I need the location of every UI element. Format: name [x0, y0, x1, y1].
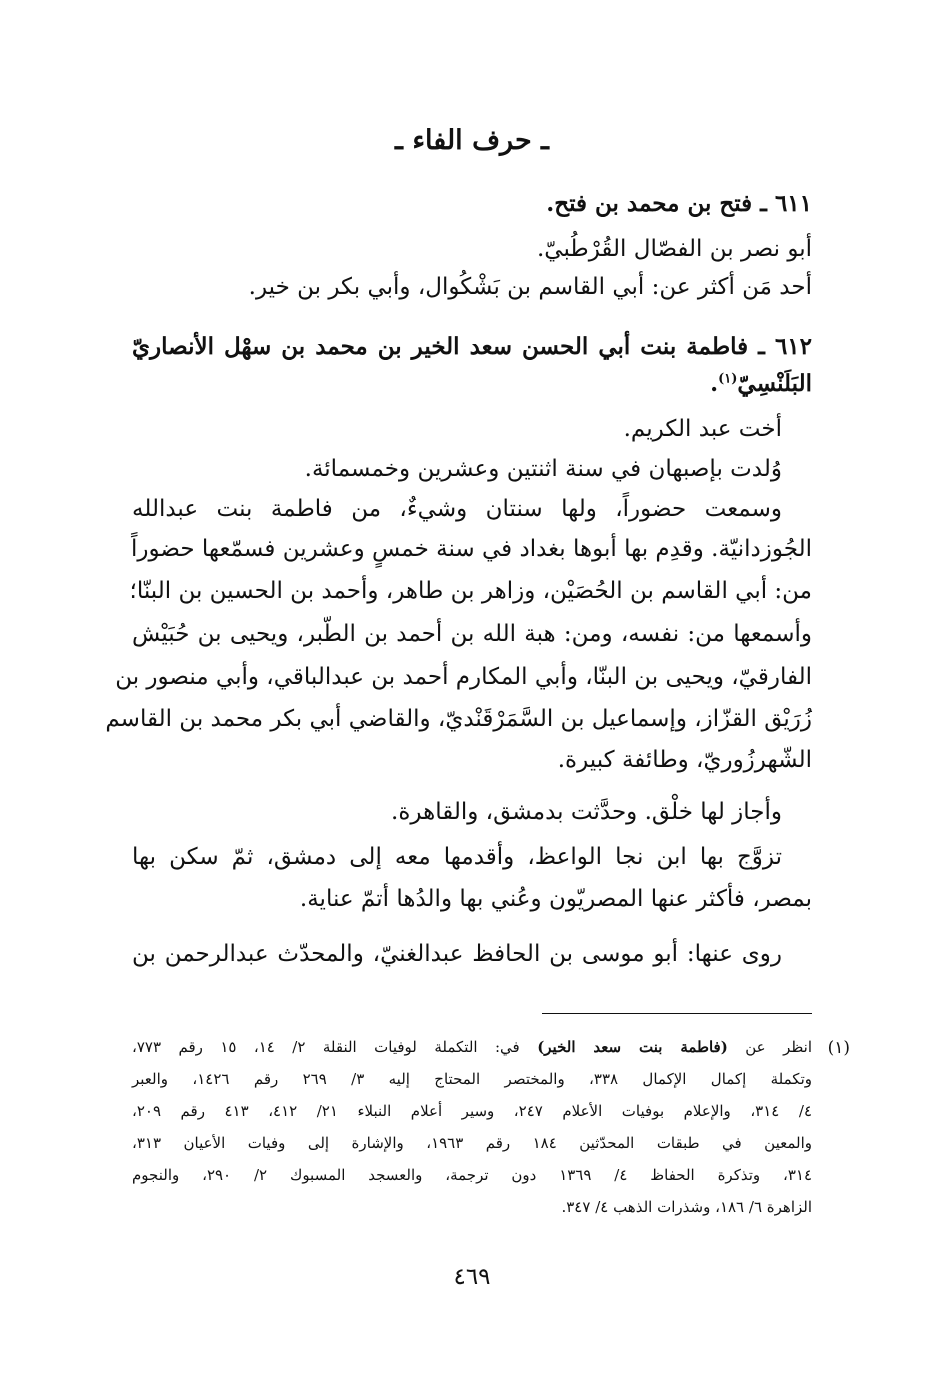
- title-end: .: [710, 370, 719, 397]
- footnote-line: وتكملة إكمال الإكمال ٣٣٨، والمختصر المحتاج إليه ٣/ ٢٦٩ رقم ١٤٢٦، والعبر: [132, 1070, 812, 1088]
- footnote-line-1: [132, 1038, 812, 1058]
- entry-line: الشّهرزُوريّ، وطائفة كبيرة.: [557, 747, 812, 773]
- entry-line: الجُوزدانيّة. وقدِم بها أبوها بغداد في سنة خمسٍ وعشرين فسمّعها حضوراً: [131, 536, 812, 562]
- footnote-ref[interactable]: (١): [718, 371, 738, 387]
- entry-line: وسمعت حضوراً، ولها سنتان وشيءٌ، من فاطمة بنت عبدالله: [132, 496, 782, 522]
- entry-line: زُرَيْق القزّاز، وإسماعيل بن السَّمَرْقَنْديّ، والقاضي أبي بكر محمد بن القاسم: [105, 706, 812, 732]
- entry-title-612-line1: ٦١٢ ـ فاطمة بنت أبي الحسن سعد الخير بن محمد بن سهْل الأنصاريّ: [132, 333, 812, 360]
- entry-line: أحد مَن أكثر عن: أبي القاسم بن بَشْكُوال، وأبي بكر بن خير.: [248, 274, 812, 300]
- entry-line: وأسمعها من: نفسه، ومن: هبة الله بن أحمد بن الطّبر، ويحيى بن حُبَيْش: [132, 621, 812, 647]
- nisba-text: البَلَنْسِيّ: [737, 370, 812, 397]
- entry-line: أبو نصر بن الفصّال القُرْطُبيّ.: [536, 236, 812, 262]
- page-number: ٤٦٩: [453, 1264, 491, 1290]
- footnote-line: ٤/ ٣١٤، والإعلام بوفيات الأعلام ٢٤٧، وسير أعلام النبلاء ٢١/ ٤١٢، ٤١٣ رقم ٢٠٩،: [132, 1102, 812, 1120]
- entry-line: الفارقيّ، ويحيى بن البنّا، وأبي المكارم أحمد بن عبدالباقي، وأبي منصور بن: [115, 664, 812, 690]
- footnote-line: والمعين في طبقات المحدّثين ١٨٤ رقم ١٩٦٣، والإشارة إلى وفيات الأعيان ٣١٣،: [132, 1134, 812, 1152]
- footnote-number: (١): [827, 1038, 850, 1058]
- entry-line: وأجاز لها خلْق. وحدَّثت بدمشق، والقاهرة.: [391, 799, 782, 825]
- footnote-subject: (فاطمة بنت سعد الخير): [537, 1038, 728, 1056]
- footnote-lead: انظر عن: [745, 1038, 813, 1056]
- footnote-separator: [542, 1013, 812, 1014]
- footnote-line: الزاهرة ٦/ ١٨٦، وشذرات الذهب ٤/ ٣٤٧.: [561, 1198, 812, 1216]
- entry-line: روى عنها: أبو موسى بن الحافظ عبدالغنيّ، والمحدّث عبدالرحمن بن: [132, 941, 782, 967]
- entry-title-612-line2: [132, 370, 812, 399]
- footnote-rest: في: التكملة لوفيات النقلة ٢/ ١٤، ١٥ رقم ٧٧٣،: [132, 1038, 520, 1056]
- entry-line: بمصر، فأكثر عنها المصريّون وعُني بها والدُها أتمّ عناية.: [299, 886, 812, 912]
- chapter-heading: ـ حرف الفاء ـ: [395, 125, 549, 156]
- footnote-line: ٣١٤، وتذكرة الحفاظ ٤/ ١٣٦٩ دون ترجمة، والعسجد المسبوك ٢/ ٢٩٠، والنجوم: [132, 1166, 813, 1184]
- book-page: [105, 0, 850, 1380]
- entry-title-611: ٦١١ ـ فتح بن محمد بن فتح.: [546, 190, 812, 217]
- entry-line: تزوَّج بها ابن نجا الواعظ، وأقدمها معه إلى دمشق، ثمّ سكن بها: [132, 844, 782, 870]
- entry-line: من: أبي القاسم بن الحُصَيْن، وزاهر بن طاهر، وأحمد بن الحسين بن البنّا؛: [129, 578, 812, 604]
- entry-line: وُلدت بإصبهان في سنة اثنتين وعشرين وخمسمائة.: [304, 456, 782, 482]
- entry-line: أخت عبد الكريم.: [623, 416, 782, 442]
